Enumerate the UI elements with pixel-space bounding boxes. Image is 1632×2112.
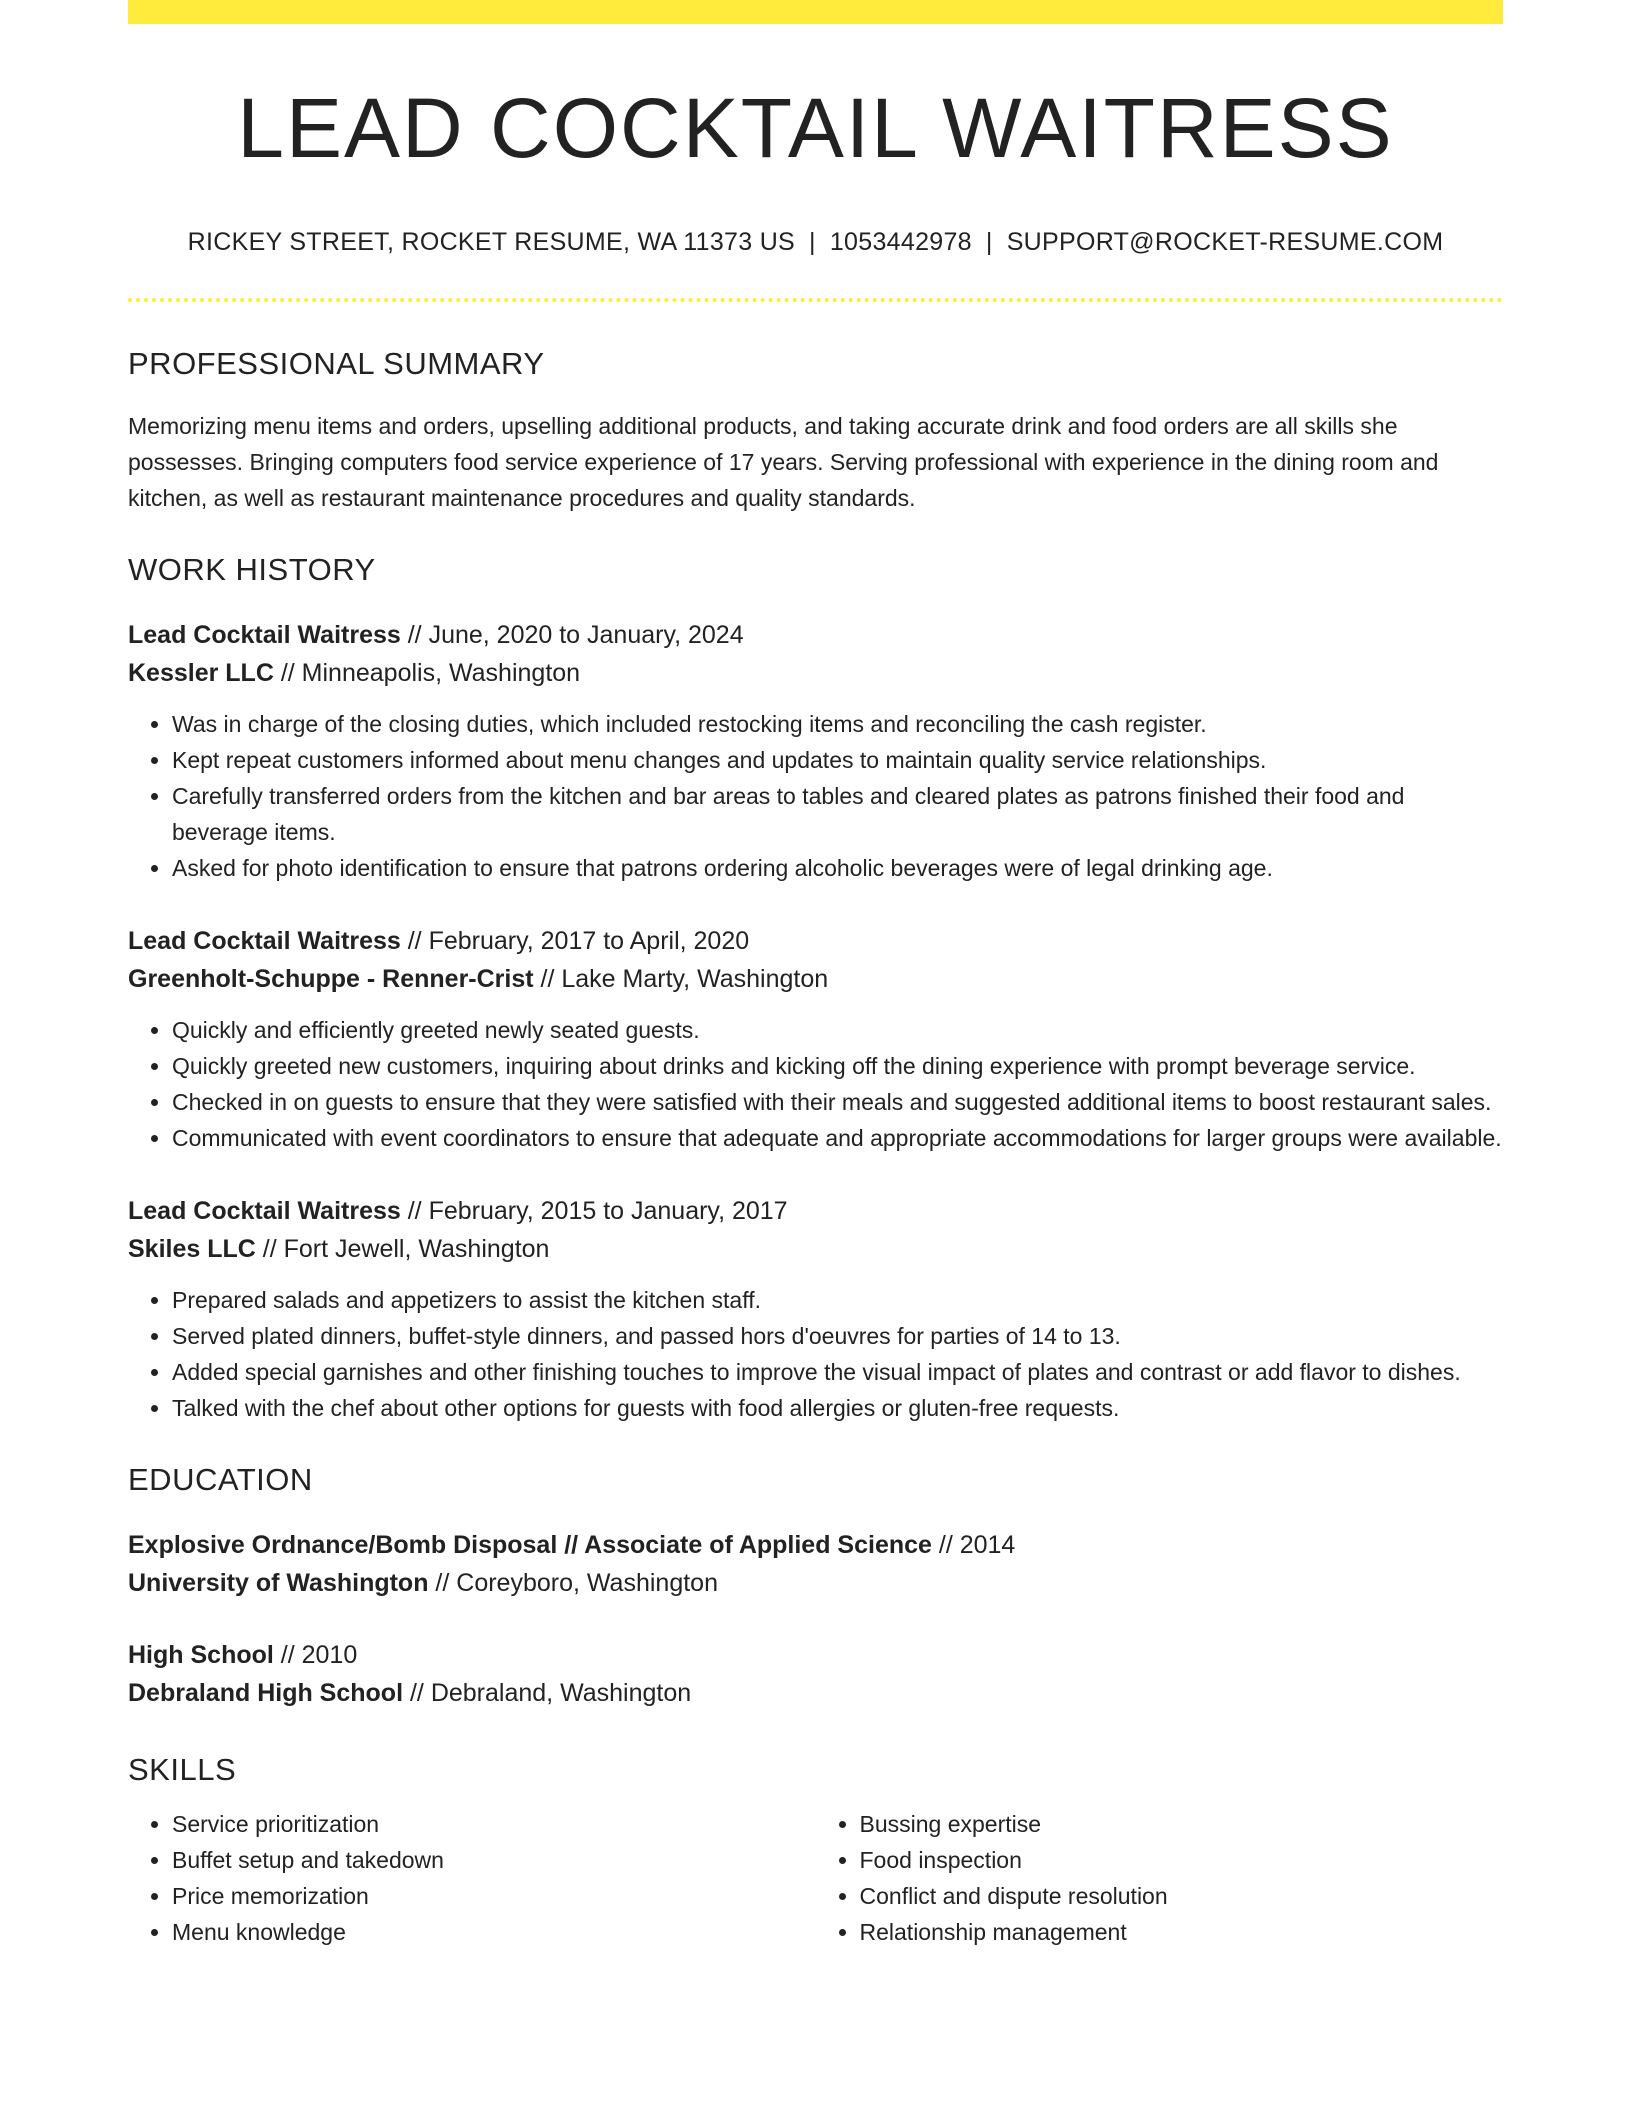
job-company-line [128, 1230, 1503, 1268]
contact-separator: | [985, 228, 993, 257]
job-title-line [128, 922, 1503, 960]
contact-email: SUPPORT@ROCKET-RESUME.COM [1006, 228, 1444, 257]
job-entry [128, 922, 1503, 1156]
job-company: Skiles LLC [128, 1235, 256, 1264]
job-bullet: • Quickly and efficiently greeted newly seated guests. [172, 1012, 1503, 1048]
education-entry [128, 1526, 1503, 1602]
job-company-line [128, 654, 1503, 692]
skills-column-right [816, 1806, 1504, 1950]
education-year: // 2010 [273, 1641, 358, 1670]
job-bullet: • Carefully transferred orders from the kitchen and bar areas to tables and cleared plates as patrons finished their food and beverage items. [172, 778, 1503, 850]
job-company: Greenholt-Schuppe - Renner-Crist [128, 965, 534, 994]
job-role: Lead Cocktail Waitress [128, 927, 401, 956]
education-degree: High School [128, 1641, 274, 1670]
job-entry [128, 1192, 1503, 1426]
contact-address: RICKEY STREET, ROCKET RESUME, WA 11373 US [187, 228, 796, 257]
job-bullet: • Served plated dinners, buffet-style dinners, and passed hors d'oeuvres for parties of 14 to 13. [172, 1318, 1503, 1354]
job-bullets [128, 1012, 1503, 1156]
resume-page [128, 0, 1503, 1950]
work-history-heading: WORK HISTORY [128, 552, 376, 588]
skills-heading: SKILLS [128, 1752, 237, 1788]
job-bullet: • Was in charge of the closing duties, which included restocking items and reconciling the cash register. [172, 706, 1503, 742]
contact-phone: 1053442978 [829, 228, 972, 257]
job-bullet: • Kept repeat customers informed about menu changes and updates to maintain quality service relationships. [172, 742, 1503, 778]
resume-name: LEAD COCKTAIL WAITRESS [237, 81, 1394, 175]
summary-heading: PROFESSIONAL SUMMARY [128, 346, 545, 382]
job-bullet: • Quickly greeted new customers, inquiring about drinks and kicking off the dining experience with prompt beverage service. [172, 1048, 1503, 1084]
job-location: // Lake Marty, Washington [533, 965, 829, 994]
job-role: Lead Cocktail Waitress [128, 621, 401, 650]
skill-item: • Buffet setup and takedown [172, 1842, 816, 1878]
job-bullet: • Prepared salads and appetizers to assist the kitchen staff. [172, 1282, 1503, 1318]
dotted-divider [128, 298, 1503, 302]
job-bullets [128, 1282, 1503, 1426]
job-location: // Minneapolis, Washington [273, 659, 581, 688]
skill-item: • Food inspection [860, 1842, 1504, 1878]
job-title-line [128, 616, 1503, 654]
skills-list [816, 1806, 1504, 1950]
skills-grid [128, 1806, 1503, 1950]
education-school-line [128, 1564, 1503, 1602]
education-heading: EDUCATION [128, 1462, 313, 1498]
skill-item: • Conflict and dispute resolution [860, 1878, 1504, 1914]
job-location: // Fort Jewell, Washington [255, 1235, 550, 1264]
education-degree-line [128, 1526, 1503, 1564]
contact-separator: | [809, 228, 816, 257]
skill-item: • Service prioritization [172, 1806, 816, 1842]
education-location: // Debraland, Washington [403, 1679, 692, 1708]
job-bullet: • Communicated with event coordinators to ensure that adequate and appropriate accommodations for larger groups were available. [172, 1120, 1503, 1156]
job-bullet: • Added special garnishes and other finishing touches to improve the visual impact of plates and contrast or add flavor to dishes. [172, 1354, 1503, 1390]
job-bullet: • Checked in on guests to ensure that they were satisfied with their meals and suggested additional items to boost restaurant sales. [172, 1084, 1503, 1120]
job-bullets [128, 706, 1503, 886]
summary-text: Memorizing menu items and orders, upselling additional products, and taking accurate drink and food orders are all skills she possesses. Bringing computers food service experience of 17 years. Serving professional with experience in the dining room and kitchen, as well as restaurant maintenance procedures and quality standards. [128, 413, 1439, 512]
job-dates: // June, 2020 to January, 2024 [400, 621, 744, 650]
job-company: Kessler LLC [128, 659, 274, 688]
contact-line [128, 228, 1503, 257]
job-dates: // February, 2015 to January, 2017 [400, 1197, 788, 1226]
job-bullet: • Asked for photo identification to ensure that patrons ordering alcoholic beverages were of legal drinking age. [172, 850, 1503, 886]
skills-column-left [128, 1806, 816, 1950]
job-dates: // February, 2017 to April, 2020 [400, 927, 750, 956]
skill-item: • Menu knowledge [172, 1914, 816, 1950]
education-degree: Explosive Ordnance/Bomb Disposal // Associate of Applied Science [128, 1531, 932, 1560]
job-role: Lead Cocktail Waitress [128, 1197, 401, 1226]
education-school: University of Washington [128, 1569, 429, 1598]
skill-item: • Price memorization [172, 1878, 816, 1914]
skill-item: • Relationship management [860, 1914, 1504, 1950]
education-school: Debraland High School [128, 1679, 404, 1708]
job-company-line [128, 960, 1503, 998]
education-entry [128, 1636, 1503, 1712]
education-year: // 2014 [931, 1531, 1016, 1560]
job-title-line [128, 1192, 1503, 1230]
education-degree-line [128, 1636, 1503, 1674]
skill-item: • Bussing expertise [860, 1806, 1504, 1842]
job-bullet: • Talked with the chef about other options for guests with food allergies or gluten-free requests. [172, 1390, 1503, 1426]
top-accent-bar [128, 0, 1503, 24]
education-school-line [128, 1674, 1503, 1712]
skills-list [128, 1806, 816, 1950]
job-entry [128, 616, 1503, 886]
education-location: // Coreyboro, Washington [428, 1569, 718, 1598]
